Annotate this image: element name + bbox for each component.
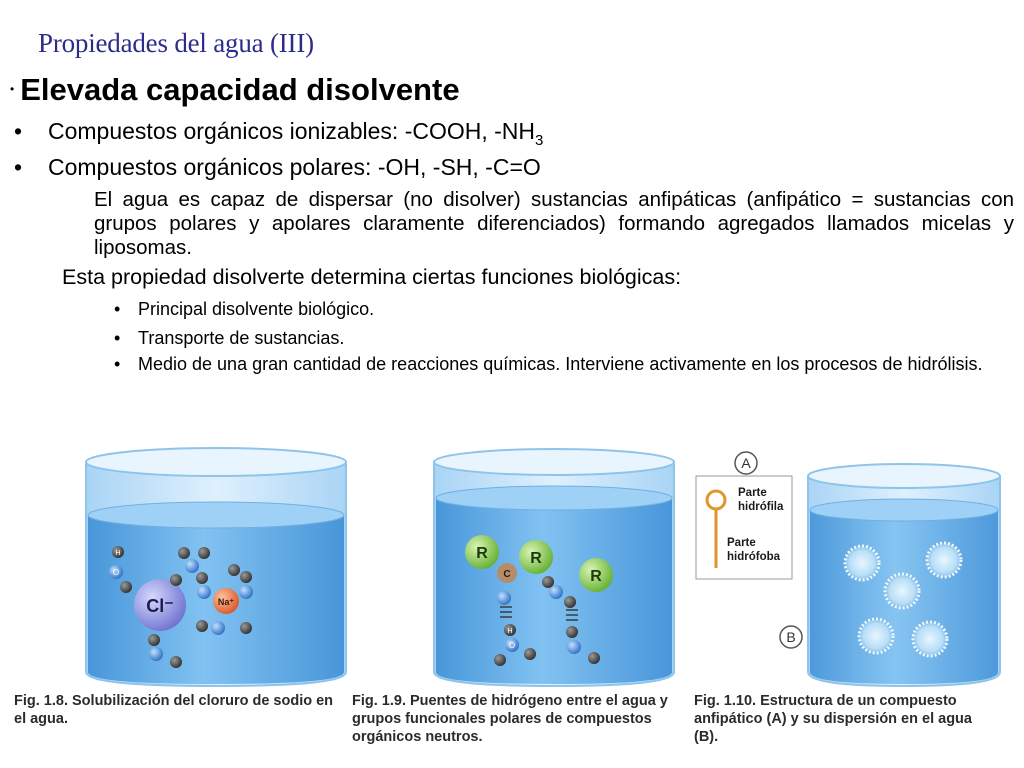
bullet-mark: • [114, 354, 121, 374]
bullet-text: Compuestos orgánicos polares: -OH, -SH, -C=O [48, 154, 541, 180]
hydrogen-label: H [507, 628, 513, 635]
micelle [845, 546, 879, 580]
bullet-mark: • [14, 154, 23, 180]
function-item [114, 327, 1014, 349]
bullet-text: Compuestos orgánicos ionizables: -COOH, -NH [48, 118, 536, 144]
chloride-label: Cl⁻ [146, 596, 174, 616]
figures-row [0, 440, 1024, 768]
caption-fig-1-9: Fig. 1.9. Puentes de hidrógeno entre el agua y grupos funcionales polares de compuestos orgánicos neutros. [352, 693, 668, 745]
micelle [913, 622, 947, 656]
r-label: R [590, 568, 602, 585]
bullet-mark: • [14, 118, 23, 144]
function-item [114, 298, 1014, 320]
micelle [885, 574, 919, 608]
bullet-mark: • [114, 328, 121, 348]
r-label: R [530, 550, 542, 567]
bullet-ionizables [14, 118, 543, 149]
beaker-nacl [86, 448, 346, 686]
slide-title: Propiedades del agua (III) [38, 28, 314, 58]
label-a: A [741, 455, 751, 471]
micelle [859, 619, 893, 653]
bullet-polares [14, 154, 541, 181]
bullet-mark: • [114, 299, 121, 319]
polar-head [707, 491, 725, 509]
hydrogen-label: H [115, 550, 121, 557]
hydrophobic-label: Parte hidrófoba [727, 537, 781, 563]
oxygen-label: O [508, 641, 516, 650]
heading [10, 72, 460, 108]
caption-fig-1-8: Fig. 1.8. Solubilización del cloruro de sodio en el agua. [14, 693, 334, 727]
intro-funciones: Esta propiedad disolverte determina ciertas funciones biológicas: [62, 265, 682, 289]
function-text: Medio de una gran cantidad de reacciones químicas. Interviene activamente en los procesos de hidrólisis. [138, 354, 983, 374]
figures-illustration [0, 440, 1024, 690]
beaker-puentes [434, 449, 674, 686]
caption-fig-1-10: Fig. 1.10. Estructura de un compuesto anfipático (A) y su dispersión en el agua (B). [694, 693, 972, 745]
hydrophilic-label: Parte hidrófila [738, 487, 784, 513]
heading-bullet: • [10, 81, 15, 96]
micelle [927, 543, 961, 577]
bullet-subscript: 3 [535, 132, 544, 149]
sodium-label: Na⁺ [217, 597, 235, 607]
paragraph-anfipaticas: El agua es capaz de dispersar (no disolver) sustancias anfipáticas (anfipático = sustancias con grupos polares y apolares claramente diferenciados) formando agregados llamados micelas y liposomas. [94, 188, 1014, 259]
label-b: B [786, 629, 796, 645]
function-text: Principal disolvente biológico. [138, 299, 375, 319]
oxygen-label: O [112, 568, 120, 577]
carbon-label: C [503, 569, 511, 580]
function-text: Transporte de sustancias. [138, 328, 345, 348]
heading-text: Elevada capacidad disolvente [20, 72, 460, 107]
beaker-micelas [808, 464, 1000, 686]
r-label: R [476, 545, 488, 562]
function-item [114, 353, 1014, 375]
